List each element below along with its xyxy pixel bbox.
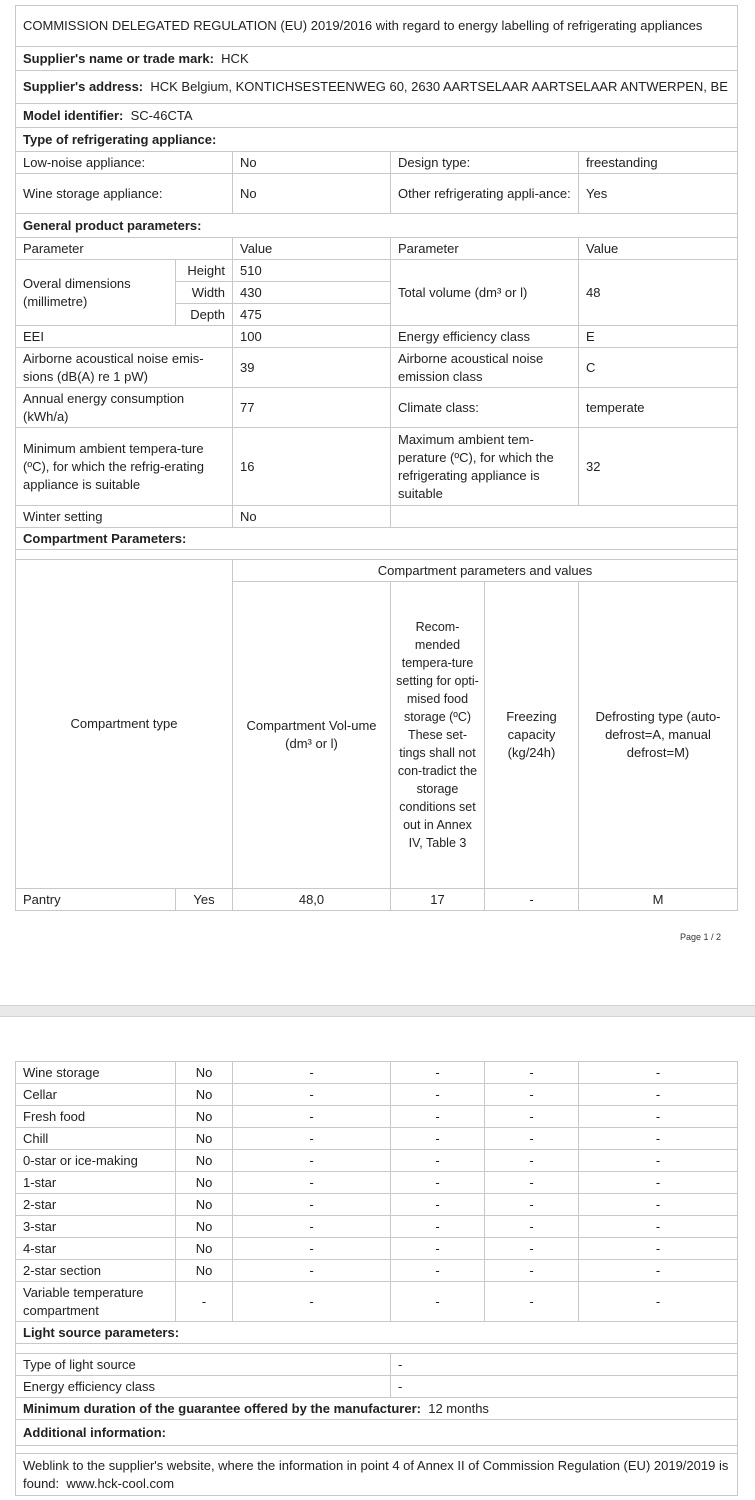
compartment-freezing: - [485,1062,579,1084]
weblink-label: Weblink to the supplier's website, where the information in point 4 of Annex II of Commission Regulation (EU) 2019/2019 is found: [23,1457,729,1491]
compartment-temp: - [391,1084,485,1106]
climate-class-value: temperate [579,388,738,428]
weblink-row [16,1454,738,1496]
compartment-present: No [176,1106,233,1128]
other-appliance-label: Other refrigerating appli-ance: [391,174,579,214]
page-number: Page 1 / 2 [680,932,722,942]
page-break [0,1005,755,1017]
compartment-freezing: - [485,1260,579,1282]
table-row [16,1172,738,1194]
max-ambient-value: 32 [579,428,738,506]
col-freezing-capacity: Freezing capacity (kg/24h) [485,582,579,889]
dimensions-label: Overal dimensions (millimetre) [16,260,176,326]
additional-heading: Additional information: [16,1420,738,1446]
compartment-type: 0-star or ice-making [16,1150,176,1172]
compartment-type: 3-star [16,1216,176,1238]
min-ambient-label: Minimum ambient tempera-ture (ºC), for which the refrig-erating appliance is suitable [16,428,233,506]
compartment-type: 4-star [16,1238,176,1260]
compartment-temp: - [391,1260,485,1282]
eei-value: 100 [233,326,391,348]
compartment-present: Yes [176,889,233,911]
compartment-defrost: - [579,1238,738,1260]
compartment-present: No [176,1194,233,1216]
col-compartment-volume: Compartment Vol-ume (dm³ or l) [233,582,391,889]
compartment-volume: - [233,1172,391,1194]
compartment-type: 1-star [16,1172,176,1194]
design-type-value: freestanding [579,152,738,174]
annual-energy-value: 77 [233,388,391,428]
supplier-name-label: Supplier's name or trade mark: [23,50,214,66]
col-value-left: Value [233,238,391,260]
table-row [16,1216,738,1238]
compartment-freezing: - [485,1172,579,1194]
compartment-type: 2-star [16,1194,176,1216]
compartment-type: Cellar [16,1084,176,1106]
table-row [16,1150,738,1172]
compartment-present: No [176,1128,233,1150]
model-identifier-label: Model identifier: [23,107,124,123]
wine-storage-value: No [233,174,391,214]
supplier-address-row [16,71,738,104]
compartment-freezing: - [485,1106,579,1128]
col-compartment-type: Compartment type [16,560,233,889]
compartment-type: Fresh food [16,1106,176,1128]
compartment-freezing: - [485,1128,579,1150]
noise-emissions-value: 39 [233,348,391,388]
compartment-volume: - [233,1194,391,1216]
compartment-present: No [176,1238,233,1260]
compartment-volume: - [233,1106,391,1128]
compartment-volume: 48,0 [233,889,391,911]
supplier-address-label: Supplier's address: [23,79,144,94]
compartment-defrost: - [579,1106,738,1128]
guarantee-label: Minimum duration of the guarantee offered by the manufacturer: [23,1400,421,1416]
compartment-type: Pantry [16,889,176,911]
compartment-volume: - [233,1128,391,1150]
compartment-freezing: - [485,1084,579,1106]
supplier-name-row [16,47,738,71]
compartment-temp: - [391,1216,485,1238]
page1-table [15,5,738,911]
compartment-present: No [176,1062,233,1084]
guarantee-row [16,1398,738,1420]
min-ambient-value: 16 [233,428,391,506]
col-parameter-left: Parameter [16,238,233,260]
compartment-temp: - [391,1106,485,1128]
compartment-type: 2-star section [16,1260,176,1282]
compartment-freezing: - [485,1216,579,1238]
compartment-freezing: - [485,1282,579,1322]
low-noise-label: Low-noise appliance: [16,152,233,174]
compartment-type: Chill [16,1128,176,1150]
compartment-temp: 17 [391,889,485,911]
light-heading: Light source parameters: [16,1322,738,1344]
compartment-freezing: - [485,1150,579,1172]
compartment-temp: - [391,1238,485,1260]
height-label: Height [176,260,233,282]
regulation-title: COMMISSION DELEGATED REGULATION (EU) 2019/2016 with regard to energy labelling of refrigerating appliances [16,6,738,47]
wine-storage-label: Wine storage appliance: [16,174,233,214]
depth-value: 475 [233,304,391,326]
compartment-volume: - [233,1238,391,1260]
light-energy-class-label: Energy efficiency class [16,1376,391,1398]
col-parameter-right: Parameter [391,238,579,260]
total-volume-value: 48 [579,260,738,326]
compartment-freezing: - [485,889,579,911]
compartment-defrost: - [579,1150,738,1172]
compartment-volume: - [233,1282,391,1322]
width-label: Width [176,282,233,304]
energy-class-value: E [579,326,738,348]
compartment-type: Variable temperature compartment [16,1282,176,1322]
supplier-name-value: HCK [221,50,249,66]
table-row [16,1062,738,1084]
table-row [16,1238,738,1260]
compartment-temp: - [391,1282,485,1322]
compartment-present: No [176,1216,233,1238]
compartment-type: Wine storage [16,1062,176,1084]
compartment-volume: - [233,1062,391,1084]
table-row [16,1260,738,1282]
table-row [16,1194,738,1216]
winter-setting-label: Winter setting [16,506,233,528]
compartment-temp: - [391,1172,485,1194]
other-appliance-value: Yes [579,174,738,214]
height-value: 510 [233,260,391,282]
compartment-defrost: - [579,1084,738,1106]
compartment-freezing: - [485,1238,579,1260]
compartment-defrost: - [579,1062,738,1084]
total-volume-label: Total volume (dm³ or l) [391,260,579,326]
table-row [16,1106,738,1128]
light-spacer [16,1344,738,1354]
model-identifier-row [16,104,738,128]
col-defrosting-type: Defrosting type (auto-defrost=A, manual defrost=M) [579,582,738,889]
noise-class-label: Airborne acoustical noise emission class [391,348,579,388]
compartment-heading: Compartment Parameters: [16,528,738,550]
col-value-right: Value [579,238,738,260]
light-type-value: - [391,1354,738,1376]
max-ambient-label: Maximum ambient tem-perature (ºC), for which the refrigerating appliance is suitable [391,428,579,506]
compartment-temp: - [391,1128,485,1150]
compartment-temp: - [391,1194,485,1216]
table-row [16,1084,738,1106]
compartment-temp: - [391,1150,485,1172]
additional-spacer [16,1446,738,1454]
compartment-present: - [176,1282,233,1322]
width-value: 430 [233,282,391,304]
compartment-temp: - [391,1062,485,1084]
weblink-value: www.hck-cool.com [66,1475,175,1491]
design-type-label: Design type: [391,152,579,174]
spacer-row [16,550,738,560]
compartment-present: No [176,1260,233,1282]
eei-label: EEI [16,326,233,348]
compartment-defrost: - [579,1194,738,1216]
compartment-defrost: M [579,889,738,911]
compartment-defrost: - [579,1260,738,1282]
noise-emissions-label: Airborne acoustical noise emis-sions (dB(A) re 1 pW) [16,348,233,388]
page2-table [15,1061,738,1496]
compartment-volume: - [233,1216,391,1238]
low-noise-value: No [233,152,391,174]
compartment-present: No [176,1172,233,1194]
light-energy-class-value: - [391,1376,738,1398]
winter-setting-value: No [233,506,391,528]
energy-class-label: Energy efficiency class [391,326,579,348]
supplier-address-value: HCK Belgium, KONTICHSESTEENWEG 60, 2630 AARTSELAAR AARTSELAAR ANTWERPEN, BE [150,79,728,94]
table-row [16,1128,738,1150]
general-heading: General product parameters: [16,214,738,238]
compartment-defrost: - [579,1282,738,1322]
model-identifier-value: SC-46CTA [130,107,193,123]
compartment-present: No [176,1150,233,1172]
type-heading: Type of refrigerating appliance: [16,128,738,152]
table-row [16,889,738,911]
compartment-defrost: - [579,1128,738,1150]
compartment-volume: - [233,1260,391,1282]
table-row [16,1282,738,1322]
compartment-defrost: - [579,1172,738,1194]
light-type-label: Type of light source [16,1354,391,1376]
compartment-present: No [176,1084,233,1106]
col-recommended-temp: Recom-mended tempera-ture setting for opti-mised food storage (ºC) These set-tings shall not con-tradict the storage conditions set out in Annex IV, Table 3 [391,582,485,889]
noise-class-value: C [579,348,738,388]
compartment-group-header: Compartment parameters and values [233,560,738,582]
compartment-defrost: - [579,1216,738,1238]
annual-energy-label: Annual energy consumption (kWh/a) [16,388,233,428]
guarantee-value: 12 months [428,1400,489,1416]
climate-class-label: Climate class: [391,388,579,428]
winter-setting-blank [391,506,738,528]
depth-label: Depth [176,304,233,326]
compartment-volume: - [233,1150,391,1172]
compartment-volume: - [233,1084,391,1106]
compartment-freezing: - [485,1194,579,1216]
